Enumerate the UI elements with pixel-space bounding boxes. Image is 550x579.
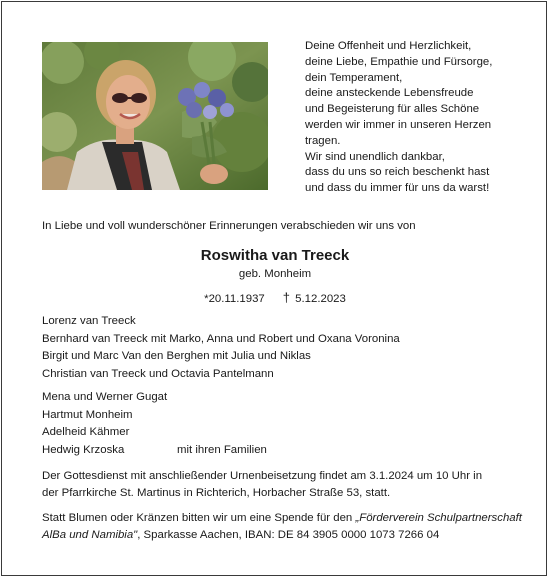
family-member: Mena und Werner Gugat [42,391,168,403]
life-dates [0,291,550,306]
families-suffix: mit ihren Familien [177,443,267,456]
poem-line: dass du uns so reich beschenkt hast [305,166,490,179]
poem-line: und Begeisterung für alles Schöne [305,103,480,116]
family-member: Hartmut Monheim [42,408,133,421]
family-list-1 [42,313,400,383]
poem-line: Deine Offenheit und Herzlichkeit, [305,40,472,52]
charity-name: „Förderverein Schulpartnerschaft [355,512,522,524]
poem-line: werden wir immer in unseren Herzen [305,118,492,131]
poem-line: deine ansteckende Lebensfreude [305,87,474,100]
family-member: Adelheid Kähmer [42,426,130,438]
birth-date: *20.11.1937 [204,293,265,305]
family-member-row [42,442,267,460]
intro-text: In Liebe und voll wunderschöner Erinnerungen verabschieden wir uns von [42,220,416,232]
memorial-poem [305,39,535,197]
family-member: Lorenz van Treeck [42,315,136,327]
family-member: Christian van Treeck und Octavia Pantelmann [42,367,274,380]
death-date: 5.12.2023 [295,293,346,305]
family-member: Hedwig Krzoska [42,443,125,456]
poem-line: Wir sind unendlich dankbar, [305,150,445,163]
service-line: der Pfarrkirche St. Martinus in Richterich, Horbacher Straße 53, statt. [42,487,391,499]
poem-line: und dass du immer für uns da warst! [305,182,490,195]
family-member: Birgit und Marc Van den Berghen mit Julia und Niklas [42,350,311,362]
family-member: Bernhard van Treeck mit Marko, Anna und Robert und Oxana Voronina [42,332,400,345]
maiden-name: geb. Monheim [238,268,312,280]
service-notice [42,468,512,502]
donation-line-1 [42,510,522,527]
family-list-2 [42,389,267,459]
service-line: Der Gottesdienst mit anschließender Urnenbeisetzung findet am 3.1.2024 um 10 Uhr in [42,470,483,482]
deceased-name: Roswitha van Treeck [200,247,350,264]
poem-line: dein Temperament, [305,71,403,84]
donation-line-2 [42,527,512,544]
poem-line: deine Liebe, Empathie und Fürsorge, [305,55,493,68]
bank-details: , Sparkasse Aachen, IBAN: DE 84 3905 0000 1073 7266 04 [137,529,440,541]
donation-text: Statt Blumen oder Kränzen bitten wir um eine Spende für den [42,512,356,524]
charity-name-continued: AlBa und Namibia" [42,529,138,541]
portrait-photo [42,42,268,190]
donation-notice [42,510,522,544]
poem-line: tragen. [305,134,341,147]
cross-icon: † [282,290,290,305]
